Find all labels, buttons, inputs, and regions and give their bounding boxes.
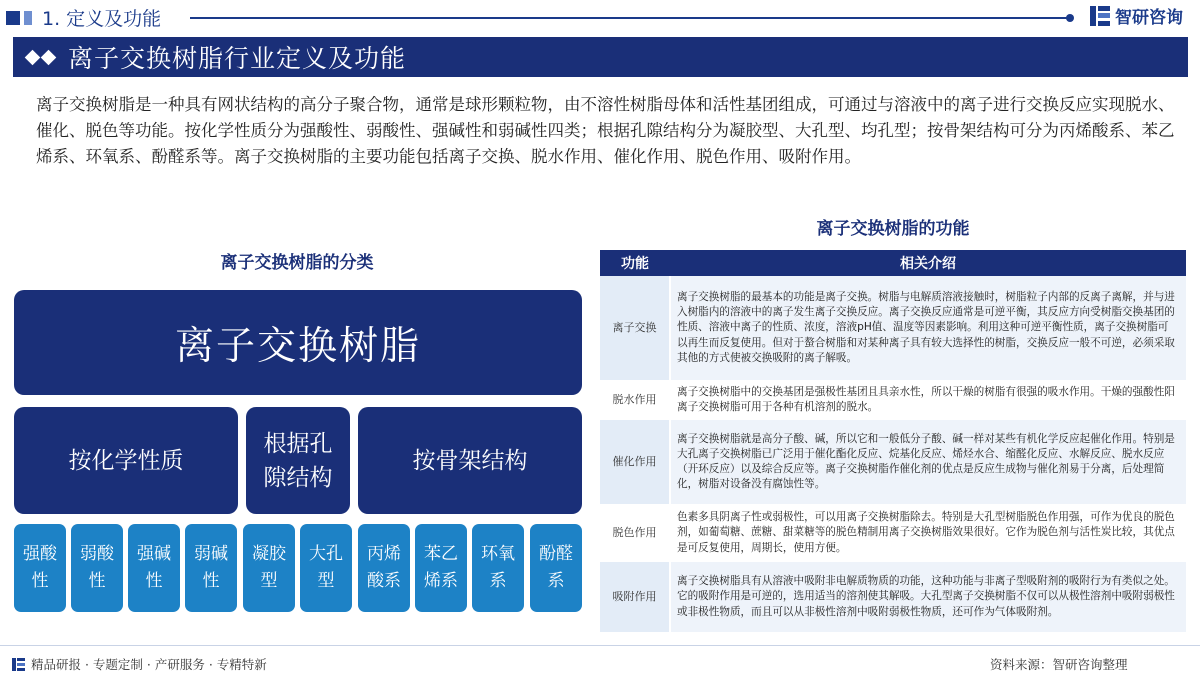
footer-services-text: 精品研报 · 专题定制 · 产研服务 · 专精特新 [31,657,267,672]
functions-title: 离子交换树脂的功能 [816,219,970,239]
table-header-description: 相关介绍 [670,250,1186,276]
leaf-epoxy: 环氧系 [472,524,524,612]
brand-mark-icon [1090,6,1110,26]
leaf-gel-type: 凝胶型 [243,524,295,612]
function-name: 催化作用 [600,420,670,505]
function-description: 离子交换树脂的最基本的功能是离子交换。树脂与电解质溶液接触时，树脂粒子内部的反离子离解，并与进入树脂内的溶液中的离子发生离子交换反应。离子交换反应通常是可逆平衡，其反应方向受树脂交换基团的性质、溶液中离子的性质、浓度，溶液pH值、温度等因素影响。利用这种可逆平衡性质，离子交换树脂可以再生而反复使用。但对于螯合树脂和对某种离子具有较大选择性的树脂，交换反应一般不可逆，必须采取其他的方式使被交换吸附的离子解吸。 [670,276,1186,381]
brand-logo [1090,3,1183,28]
page-title-bar [13,37,1188,77]
function-description: 色素多具阴离子性或弱极性，可以用离子交换树脂除去。特别是大孔型树脂脱色作用强，可作为优良的脱色剂，如葡萄糖、蔗糖、甜菜糖等的脱色精制用离子交换树脂效果很好。它作为脱色剂与活性炭比较，其优点是可反复使用，周期长，使用方便。 [670,505,1186,562]
brand-name: 智研咨询 [1115,8,1183,28]
leaf-acrylic: 丙烯酸系 [358,524,410,612]
leaf-styrene: 苯乙烯系 [415,524,467,612]
brand-mark-icon [12,658,25,671]
page-title: 离子交换树脂行业定义及功能 [68,44,407,73]
table-row [600,562,1186,633]
table-header-row [600,250,1186,276]
functions-table [600,250,1186,633]
table-header-function: 功能 [600,250,670,276]
section-label: 1. 定义及功能 [42,8,162,30]
section-header [6,4,161,31]
table-row [600,505,1186,562]
table-row [600,381,1186,420]
function-name: 离子交换 [600,276,670,381]
classification-root: 离子交换树脂 [14,290,582,395]
table-row [600,276,1186,381]
header-divider [190,17,1070,19]
function-description: 离子交换树脂就是高分子酸、碱，所以它和一般低分子酸、碱一样对某些有机化学反应起催化作用。特别是大孔离子交换树脂已广泛用于催化酯化反应、烷基化反应、烯烃水合、缩醛化反应、水解反应、脱水反应（开环反应）以及综合反应等。离子交换树脂作催化剂的优点是反应生成物与催化剂易于分离，后处理简化，树脂对设备没有腐蚀性等。 [670,420,1186,505]
section-marker-icon-accent [24,11,32,25]
table-row [600,420,1186,505]
footer-source: 资料来源：智研咨询整理 [990,657,1128,672]
leaf-phenolic: 酚醛系 [530,524,582,612]
leaf-weak-acid: 弱酸性 [71,524,123,612]
header-divider-dot [1066,14,1074,22]
function-name: 脱色作用 [600,505,670,562]
function-name: 吸附作用 [600,562,670,633]
group-skeleton-structure: 按骨架结构 [358,407,582,514]
section-marker-icon [6,11,20,25]
leaf-weak-base: 弱碱性 [185,524,237,612]
diamond-icon [25,49,41,65]
function-description: 离子交换树脂具有从溶液中吸附非电解质物质的功能，这种功能与非离子型吸附剂的吸附行为有类似之处。它的吸附作用是可逆的，选用适当的溶剂使其解吸。大孔型离子交换树脂不仅可以从极性溶剂中吸附弱极性或非极性物质，而且可以从非极性溶剂中吸附弱极性物质，还可作为气体吸附剂。 [670,562,1186,633]
footer-services [12,655,267,673]
footer-divider [0,645,1200,646]
group-pore-structure: 根据孔隙结构 [246,407,350,514]
function-name: 脱水作用 [600,381,670,420]
leaf-strong-acid: 强酸性 [14,524,66,612]
intro-paragraph: 离子交换树脂是一种具有网状结构的高分子聚合物，通常是球形颗粒物，由不溶性树脂母体和活性基团组成，可通过与溶液中的离子进行交换反应实现脱水、催化、脱色等功能。按化学性质分为强酸性、弱酸性、强碱性和弱碱性四类；根据孔隙结构分为凝胶型、大孔型、均孔型；按骨架结构可分为丙烯酸系、苯乙烯系、环氧系、酚醛系等。离子交换树脂的主要功能包括离子交换、脱水作用、催化作用、脱色作用、吸附作用。 [36,95,1175,166]
function-description: 离子交换树脂中的交换基团是强极性基团且具亲水性，所以干燥的树脂有很强的吸水作用。干燥的强酸性阳离子交换树脂可用于各种有机溶剂的脱水。 [670,381,1186,420]
group-chemical-property: 按化学性质 [14,407,238,514]
classification-title: 离子交换树脂的分类 [220,253,374,273]
leaf-strong-base: 强碱性 [128,524,180,612]
leaf-macroporous: 大孔型 [300,524,352,612]
diamond-icon [41,49,57,65]
